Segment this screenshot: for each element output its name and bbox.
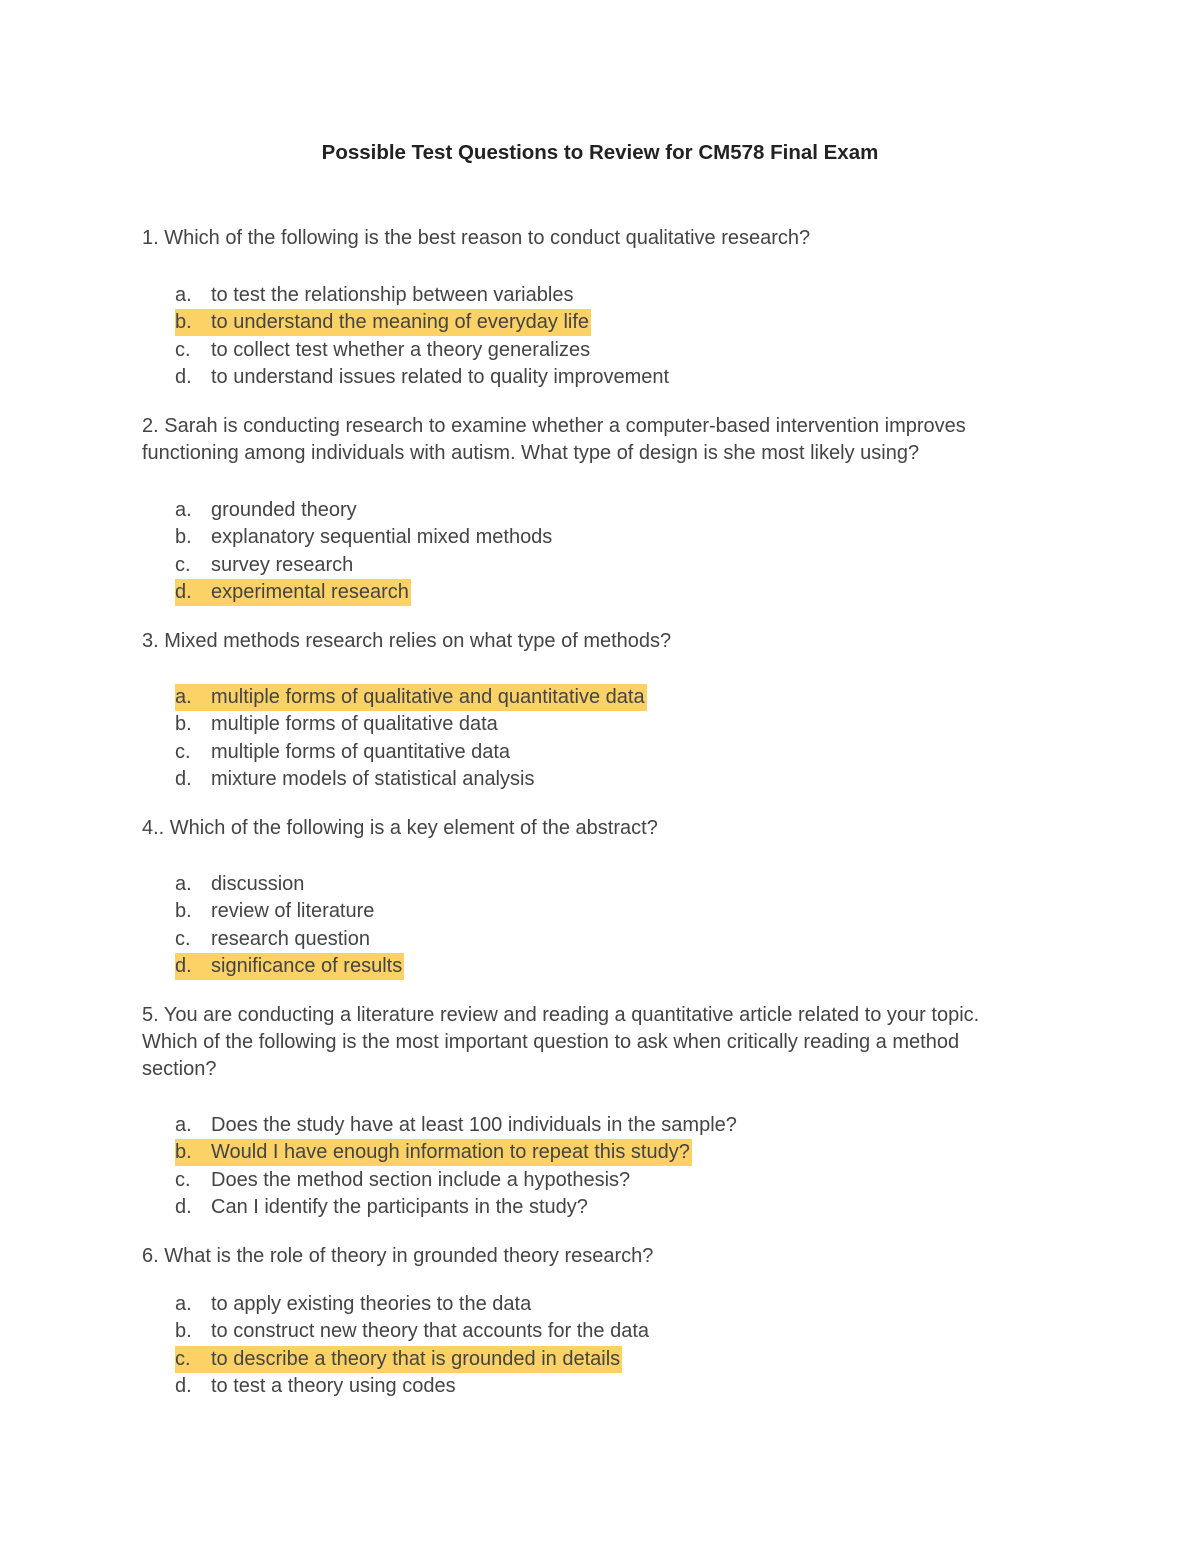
option-3b: [175, 711, 647, 738]
option-3d: [175, 766, 647, 793]
option-text: review of literature: [211, 900, 375, 923]
option-text: multiple forms of quantitative data: [211, 740, 511, 763]
option-2c: [175, 552, 554, 579]
question-5: 5. You are conducting a literature review and reading a quantitative article related to your topic. Which of the following is the most important question to ask when critically reading a method section?: [142, 1004, 980, 1080]
question-3-options: [175, 684, 647, 793]
option-4d-highlighted: [175, 953, 404, 980]
question-2: 2. Sarah is conducting research to examine whether a computer-based intervention improves functioning among individuals with autism. What type of design is she most likely using?: [142, 415, 966, 464]
option-text: significance of results: [211, 954, 403, 977]
option-6c-highlighted: [175, 1346, 651, 1373]
option-text: grounded theory: [211, 499, 357, 521]
option-letter: c.: [175, 553, 191, 576]
option-6a: [175, 1291, 651, 1318]
option-letter: d.: [175, 580, 192, 603]
question-2-options: [175, 497, 554, 606]
question-6-options: [175, 1291, 651, 1400]
question-3: 3. Mixed methods research relies on what type of methods?: [142, 630, 672, 652]
option-text: survey research: [211, 553, 354, 576]
option-text: multiple forms of qualitative data: [211, 713, 498, 736]
option-6b: [175, 1318, 651, 1345]
question-1-options: [175, 282, 671, 391]
option-2b: [175, 524, 554, 551]
option-letter: b.: [175, 311, 192, 334]
option-letter: d.: [175, 1195, 192, 1218]
option-2a: [175, 497, 554, 524]
option-1a: [175, 282, 671, 309]
option-text: to understand the meaning of everyday life: [211, 311, 590, 334]
option-letter: c.: [175, 1168, 191, 1191]
option-1b-highlighted: [175, 309, 671, 336]
option-letter: b.: [175, 1141, 192, 1164]
option-text: Can I identify the participants in the study?: [211, 1195, 588, 1218]
question-5-options: [175, 1112, 739, 1221]
option-letter: d.: [175, 365, 192, 388]
option-1d: [175, 364, 671, 391]
option-letter: b.: [175, 1320, 192, 1343]
option-6d: [175, 1373, 651, 1400]
option-text: to describe a theory that is grounded in details: [211, 1347, 621, 1370]
option-letter: d.: [175, 954, 192, 977]
option-3a-highlighted: [175, 684, 647, 711]
option-letter: a.: [175, 686, 192, 708]
option-text: multiple forms of qualitative and quantitative data: [211, 686, 645, 708]
option-5b-highlighted: [175, 1139, 739, 1166]
option-letter: c.: [175, 740, 191, 763]
option-5a: [175, 1112, 739, 1139]
option-text: Would I have enough information to repeat this study?: [211, 1141, 690, 1164]
option-3c: [175, 739, 647, 766]
option-letter: d.: [175, 767, 192, 790]
option-letter: c.: [175, 1347, 191, 1370]
option-4c: [175, 926, 404, 953]
option-5d: [175, 1194, 739, 1221]
option-text: explanatory sequential mixed methods: [211, 526, 553, 549]
option-letter: a.: [175, 499, 192, 521]
question-4: 4.. Which of the following is a key element of the abstract?: [142, 817, 658, 839]
option-text: to construct new theory that accounts for the data: [211, 1320, 650, 1343]
option-text: mixture models of statistical analysis: [211, 767, 535, 790]
option-5c: [175, 1167, 739, 1194]
option-1c: [175, 337, 671, 364]
option-2d-highlighted: [175, 579, 554, 606]
question-1: 1. Which of the following is the best reason to conduct qualitative research?: [142, 227, 811, 249]
option-letter: c.: [175, 338, 191, 361]
option-letter: a.: [175, 873, 192, 895]
option-letter: a.: [175, 1293, 192, 1315]
option-letter: c.: [175, 927, 191, 950]
option-letter: b.: [175, 526, 192, 549]
option-text: discussion: [211, 873, 305, 895]
option-letter: b.: [175, 713, 192, 736]
option-text: experimental research: [211, 580, 409, 603]
option-text: to test the relationship between variables: [211, 284, 574, 306]
document-title: Possible Test Questions to Review for CM578 Final Exam: [321, 141, 879, 164]
option-letter: a.: [175, 284, 192, 306]
option-text: to apply existing theories to the data: [211, 1293, 532, 1315]
option-letter: b.: [175, 900, 192, 923]
option-text: to understand issues related to quality improvement: [211, 365, 670, 388]
option-text: Does the study have at least 100 individuals in the sample?: [211, 1114, 737, 1136]
question-6: 6. What is the role of theory in grounded theory research?: [142, 1245, 654, 1267]
question-4-options: [175, 871, 404, 980]
option-text: to test a theory using codes: [211, 1374, 456, 1397]
option-letter: a.: [175, 1114, 192, 1136]
option-4a: [175, 871, 404, 898]
option-text: research question: [211, 927, 370, 950]
option-text: Does the method section include a hypothesis?: [211, 1168, 631, 1191]
option-letter: d.: [175, 1374, 192, 1397]
option-text: to collect test whether a theory generalizes: [211, 338, 591, 361]
option-4b: [175, 898, 404, 925]
